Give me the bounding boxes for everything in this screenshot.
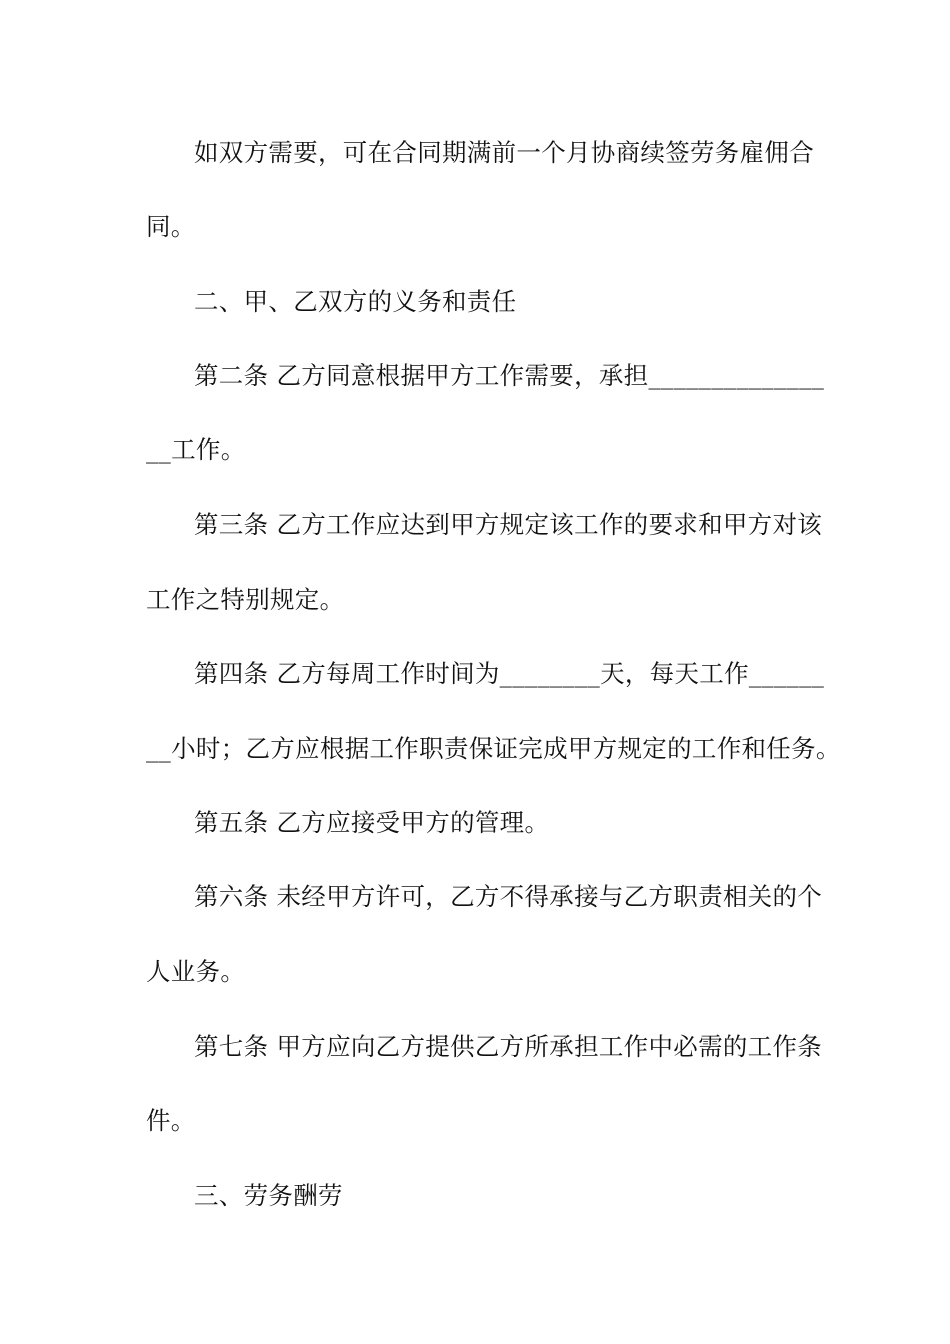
paragraph-line: __小时；乙方应根据工作职责保证完成甲方规定的工作和任务。 <box>146 734 841 763</box>
paragraph-line: __工作。 <box>146 435 246 464</box>
paragraph-line: 如双方需要，可在合同期满前一个月协商续签劳务雇佣合 <box>194 138 814 167</box>
paragraph-line: 第五条 乙方应接受甲方的管理。 <box>194 808 550 837</box>
paragraph-line: 同。 <box>146 212 196 241</box>
paragraph-line: 第四条 乙方每周工作时间为________天，每天工作______ <box>194 659 825 688</box>
paragraph-line: 第三条 乙方工作应达到甲方规定该工作的要求和甲方对该 <box>194 510 823 539</box>
section-heading: 三、劳务酬劳 <box>194 1181 343 1210</box>
paragraph-line: 件。 <box>146 1106 196 1135</box>
paragraph-line: 人业务。 <box>146 957 246 986</box>
paragraph-line: 第二条 乙方同意根据甲方工作需要，承担______________ <box>194 361 825 390</box>
paragraph-line: 工作之特别规定。 <box>146 585 345 614</box>
section-heading: 二、甲、乙双方的义务和责任 <box>194 287 517 316</box>
paragraph-line: 第六条 未经甲方许可，乙方不得承接与乙方职责相关的个 <box>194 882 823 911</box>
paragraph-line: 第七条 甲方应向乙方提供乙方所承担工作中必需的工作条 <box>194 1032 823 1061</box>
